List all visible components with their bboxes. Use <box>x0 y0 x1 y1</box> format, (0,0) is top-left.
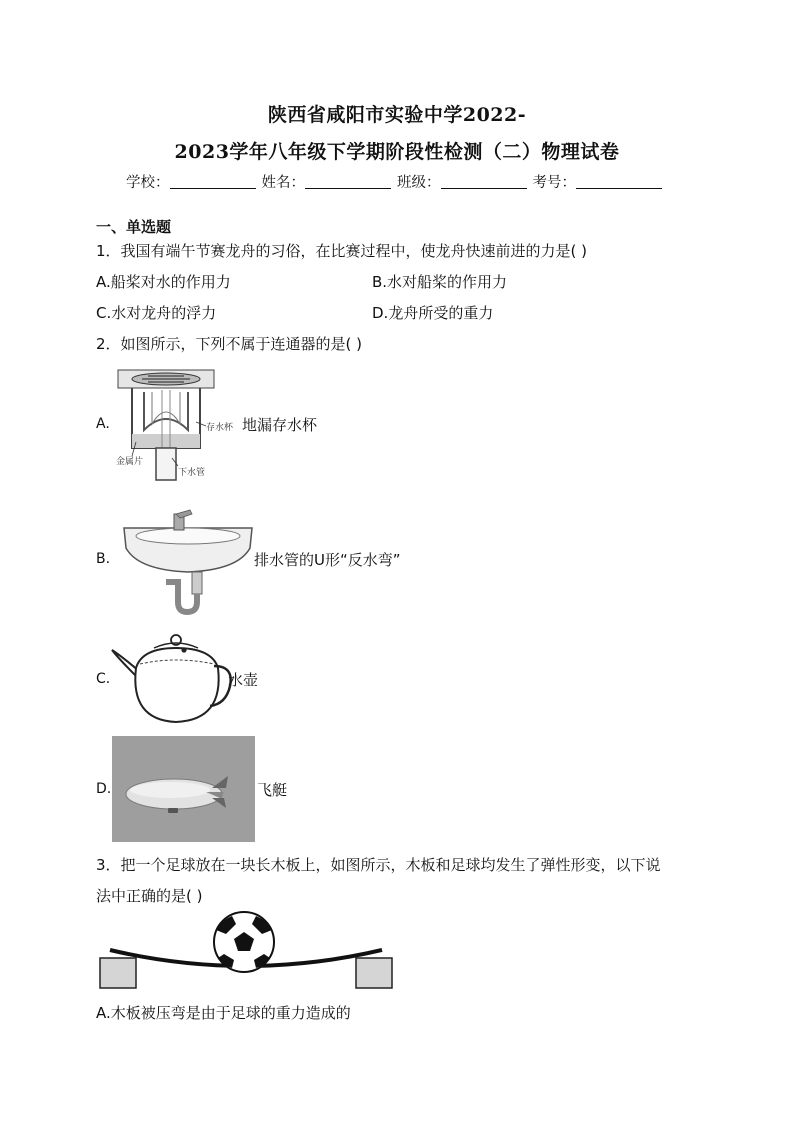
student-info-row <box>0 171 794 192</box>
q2-option-c-letter[interactable]: C. <box>96 671 111 687</box>
q1-stem: 1．我国有端午节赛龙舟的习俗，在比赛过程中，使龙舟快速前进的力是( ) <box>96 242 588 260</box>
q2-option-a-letter[interactable]: A. <box>96 416 110 432</box>
exam-number-label: 考号： <box>532 175 576 191</box>
q1-option-b[interactable]: B.水对船桨的作用力 <box>372 273 508 291</box>
q3-stem-line2: 法中正确的是( ) <box>96 887 203 905</box>
exam-title-line2: 2023学年八年级下学期阶段性检测（二）物理试卷 <box>174 141 620 163</box>
name-blank[interactable] <box>305 174 391 189</box>
q2-option-d-caption: 飞艇 <box>257 781 288 799</box>
drain-label-cup: 存水杯 <box>206 423 234 433</box>
school-blank[interactable] <box>170 174 256 189</box>
q2-stem: 2．如图所示，下列不属于连通器的是( ) <box>96 335 363 353</box>
q1-option-c[interactable]: C.水对龙舟的浮力 <box>96 304 217 322</box>
exam-title-line1: 陕西省咸阳市实验中学2022- <box>267 104 527 126</box>
q2-option-d-letter[interactable]: D. <box>96 781 112 797</box>
sink-figure <box>118 502 258 617</box>
q2-option-c-caption: 水壶 <box>228 671 259 689</box>
class-label: 班级： <box>397 175 441 191</box>
name-label: 姓名： <box>261 175 305 191</box>
floor-drain-figure <box>112 364 242 484</box>
drain-label-pipe: 下水管 <box>178 468 206 478</box>
school-label: 学校： <box>126 175 170 191</box>
q1-option-d[interactable]: D.龙舟所受的重力 <box>372 304 494 322</box>
q2-option-a-caption: 地漏存水杯 <box>242 416 318 434</box>
q3-stem-line1: 3．把一个足球放在一块长木板上，如图所示，木板和足球均发生了弹性形变，以下说 <box>96 856 661 874</box>
q3-option-a[interactable]: A.木板被压弯是由于足球的重力造成的 <box>96 1004 351 1022</box>
class-blank[interactable] <box>441 174 527 189</box>
exam-number-blank[interactable] <box>576 174 662 189</box>
section-heading: 一、单选题 <box>96 218 172 236</box>
q2-option-b-caption: 排水管的U形“反水弯” <box>254 551 401 569</box>
q2-option-b-letter[interactable]: B. <box>96 551 111 567</box>
q1-option-a[interactable]: A.船桨对水的作用力 <box>96 273 231 291</box>
airship-photo <box>112 736 255 842</box>
teapot-figure <box>110 628 235 728</box>
drain-label-metal: 金属片 <box>116 457 144 467</box>
football-on-board-figure <box>96 910 396 992</box>
